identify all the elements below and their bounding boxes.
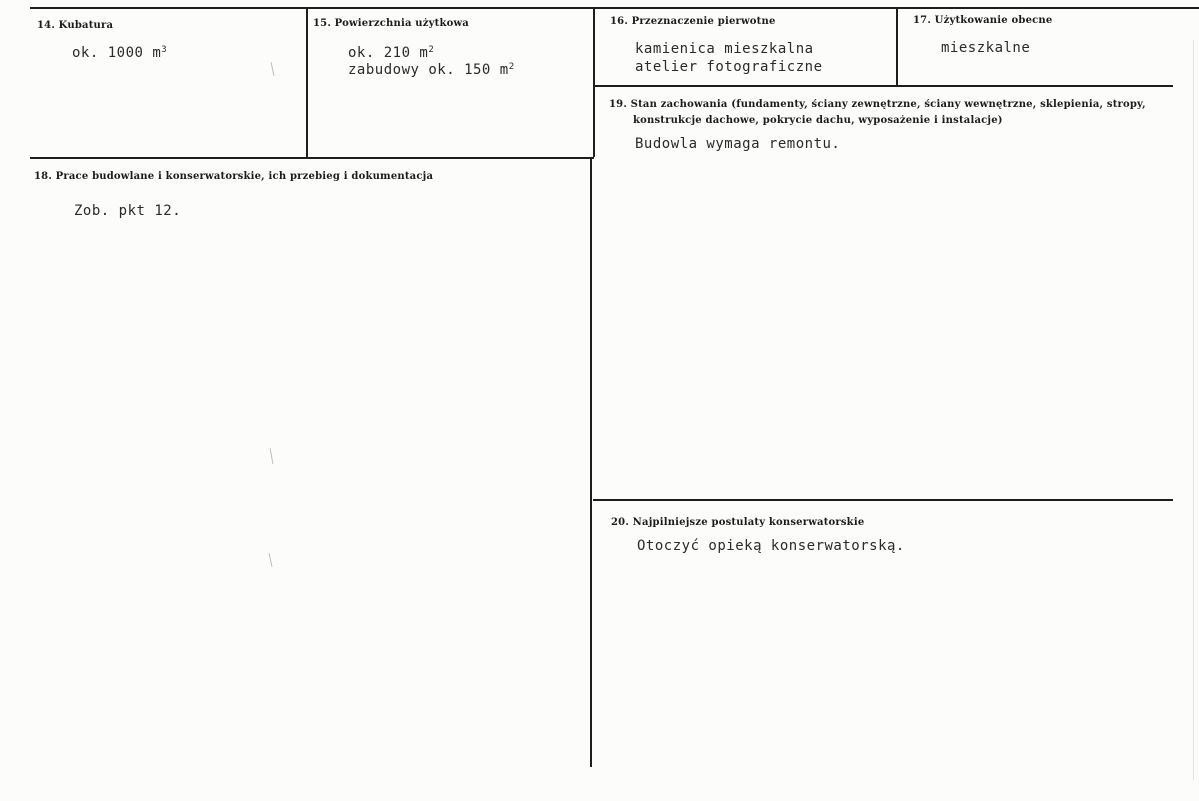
field-18-label: 18. Prace budowlane i konserwatorskie, ich przebieg i dokumentacja [34,171,434,182]
field-17-label: 17. Użytkowanie obecne [913,15,1053,26]
field-14-value [72,45,167,62]
field-15-label: 15. Powierzchnia użytkowa [313,18,469,29]
field-15-value-line2-exponent: 2 [508,62,515,72]
field-15-value-line2 [348,62,515,79]
field-15-value-line2-text: zabudowy ok. 150 m [348,62,509,78]
field-18-value: Zob. pkt 12. [74,203,182,219]
scan-mark [271,62,275,76]
field-19-label-line2: konstrukcje dachowe, pokrycie dachu, wyposażenie i instalacje) [633,115,1003,126]
field-15-value-line1-text: ok. 210 m [348,45,429,61]
top-border-line [30,7,1199,9]
field-17-value: mieszkalne [941,40,1031,56]
divider-15-16 [593,7,595,157]
field-16-label: 16. Przeznaczenie pierwotne [610,16,776,27]
divider-18-19 [590,157,592,767]
field-16-value-line2: atelier fotograficzne [635,59,823,75]
divider-16-17 [896,7,898,87]
field-14-label: 14. Kubatura [37,20,114,31]
divider-14-15 [306,7,308,158]
field-19-value: Budowla wymaga remontu. [635,136,841,152]
field-20-value: Otoczyć opieką konserwatorską. [637,538,905,554]
divider-row-14-18 [30,157,594,159]
field-19-label-line1: 19. Stan zachowania (fundamenty, ściany zewnętrzne, ściany wewnętrzne, sklepienia, stropy, [609,99,1146,110]
field-14-value-exponent: 3 [161,45,168,55]
field-15-value-line1 [348,45,434,62]
divider-row-16-19 [593,85,1173,87]
field-15-value-line1-exponent: 2 [428,45,435,55]
divider-row-19-20 [593,499,1173,501]
field-16-value-line1: kamienica mieszkalna [635,41,814,57]
field-20-label: 20. Najpilniejsze postulaty konserwatorskie [611,517,865,528]
scan-mark [269,553,273,567]
scan-mark [1193,40,1194,780]
field-14-value-text: ok. 1000 m [72,45,162,61]
scan-mark [270,448,274,464]
